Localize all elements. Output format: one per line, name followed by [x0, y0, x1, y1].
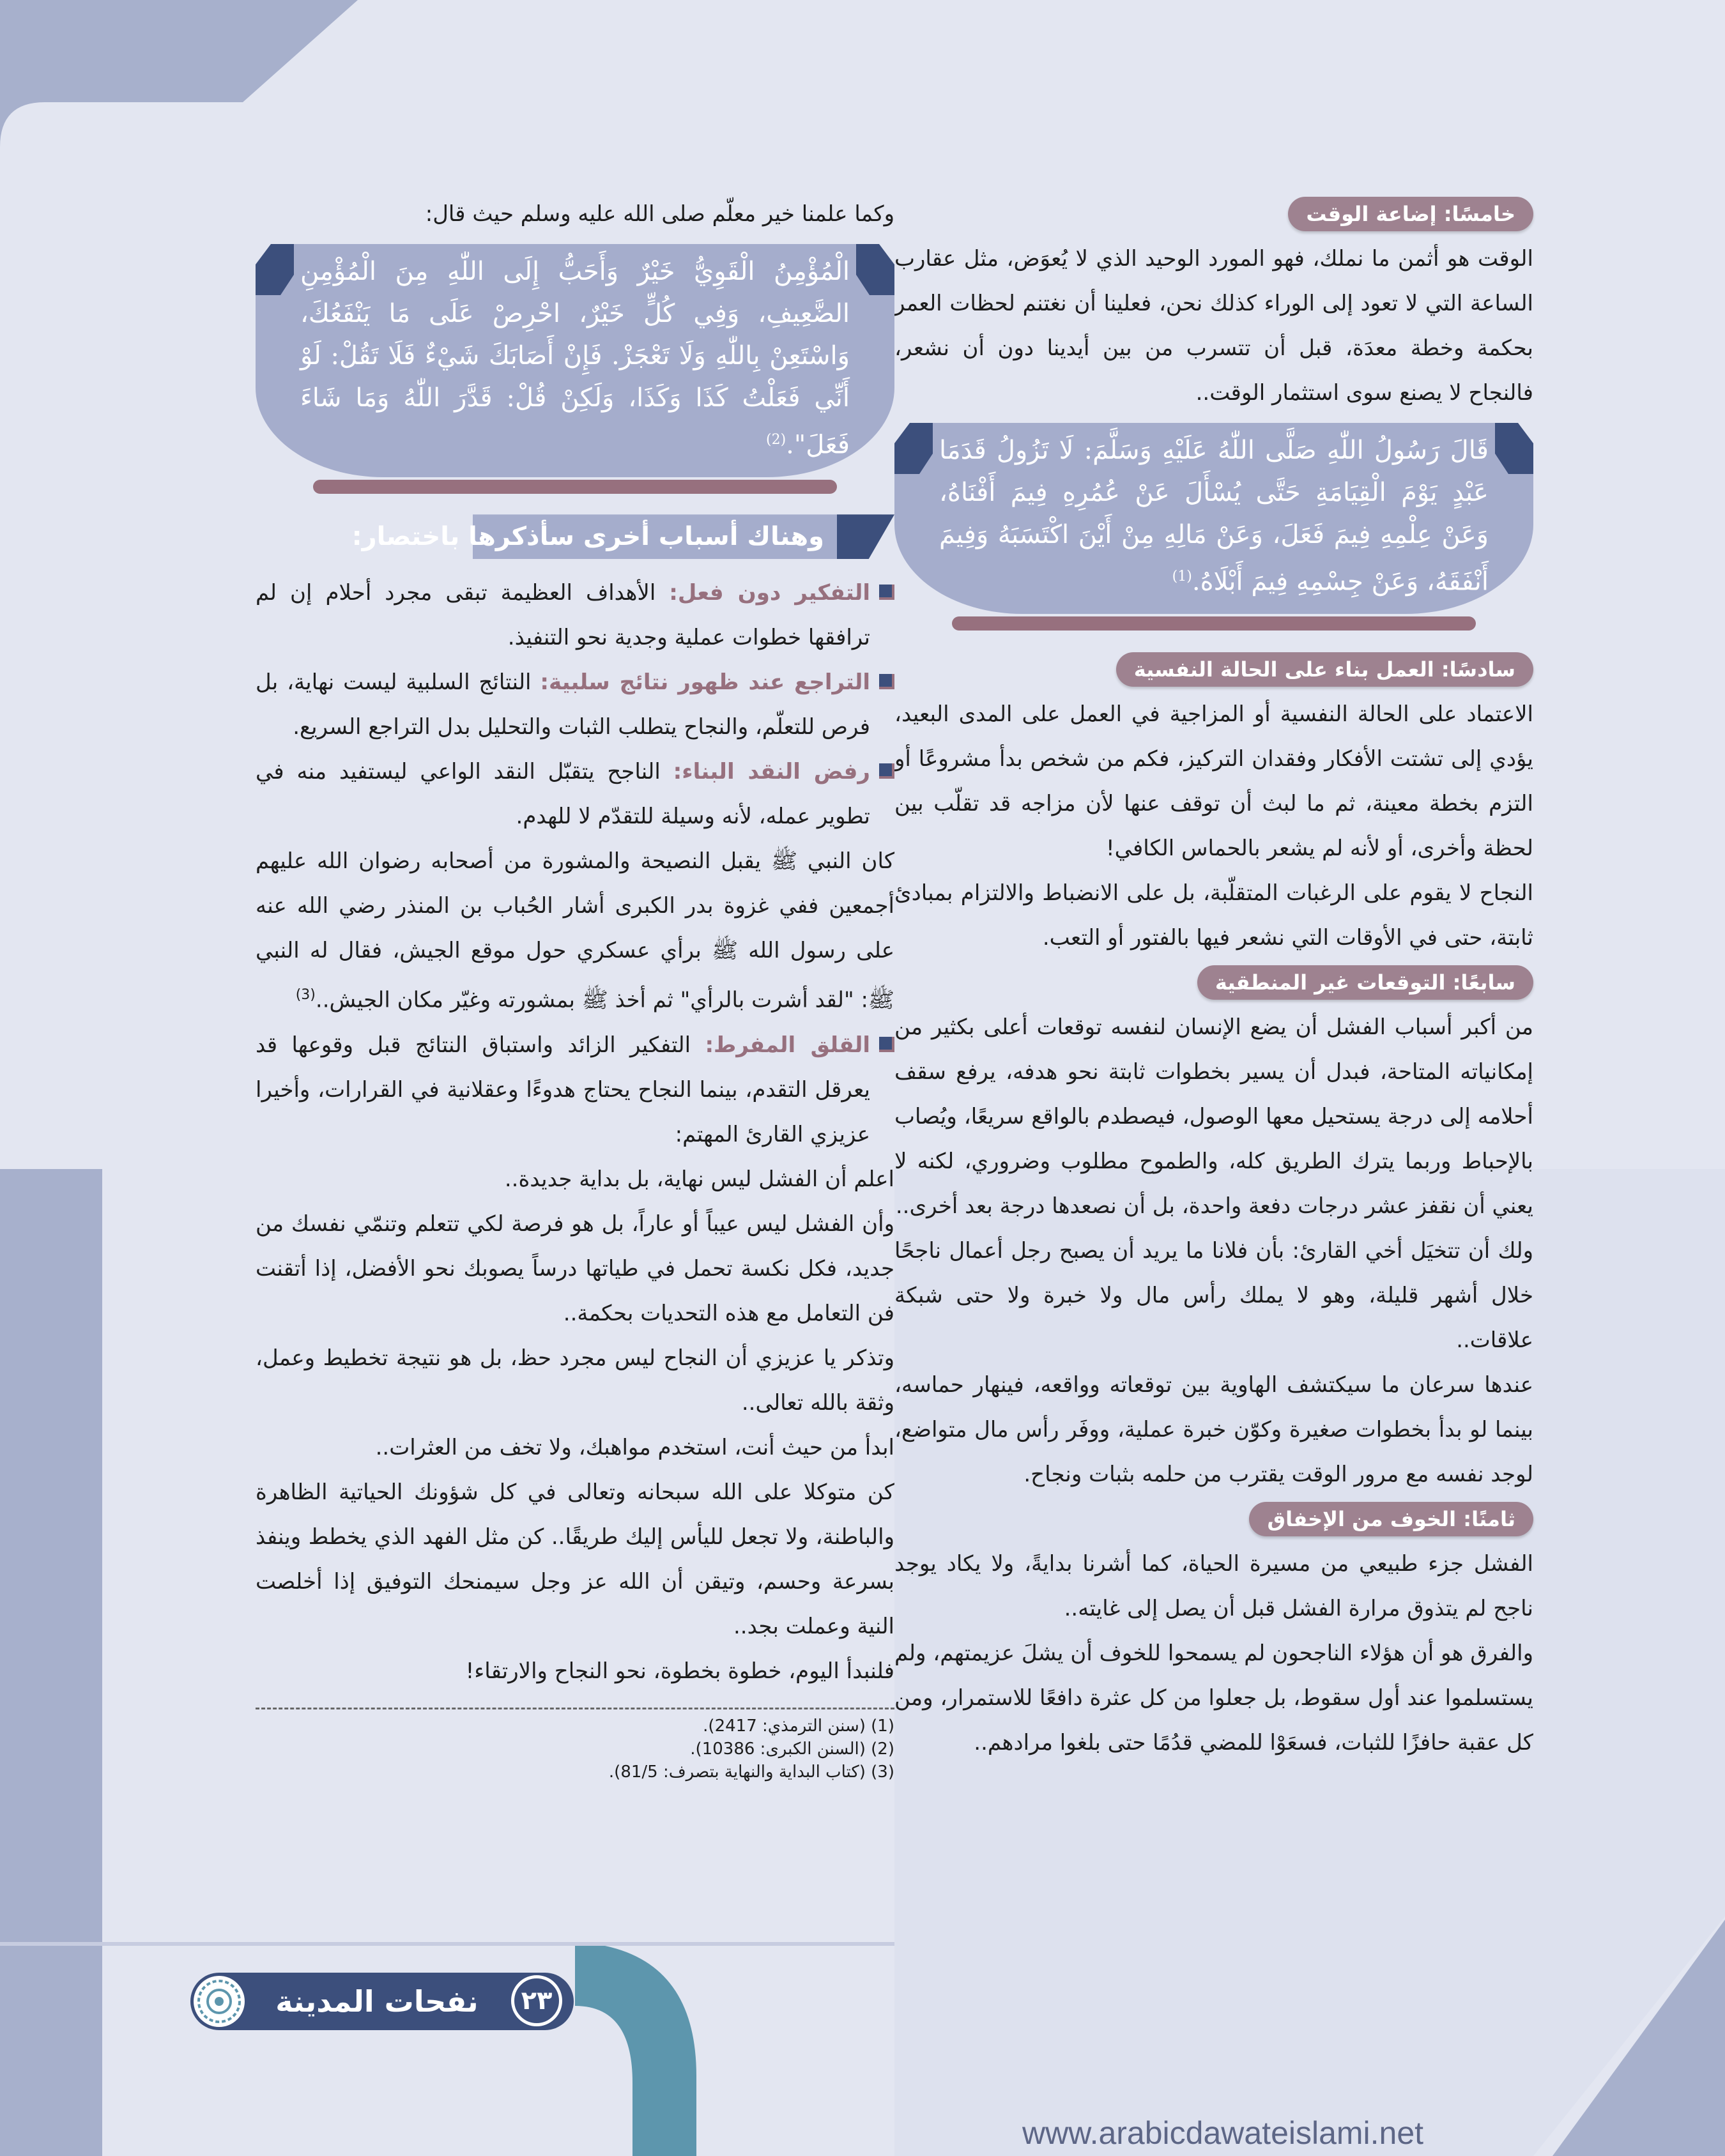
paragraph-fear-2: والفرق هو أن هؤلاء الناجحون لم يسمحوا للخوف أن يشلَ عزيمتهم، ولم يستسلموا عند أول سقوط، بل جعلوا من كل عثرة دافعًا للاستمرار، ومن كل عقبة حافزًا للثبات، فسعَوْا للمضي قدُمًا حتى بلغوا مرادهم.. [894, 1640, 1533, 1756]
closing-line-2: وأن الفشل ليس عيباً أو عاراً، بل هو فرصة لكي تتعلم وتنمّي نفسك من جديد، فكل نكسة تحمل في طياتها درساً يصوبك نحو الأفضل، إذا أتقنت فن التعامل مع هذه التحديات بحكمة.. [256, 1211, 894, 1326]
footnote-1: (1) (سنن الترمذي: 2417). [703, 1716, 894, 1736]
bullet-text: النتائج السلبية ليست نهاية، بل فرص للتعلّم، والنجاح يتطلب الثبات والتحليل بدل التراجع السريع. [256, 669, 870, 740]
paragraph-fear-1: الفشل جزء طبيعي من مسيرة الحياة، كما أشرنا بدايةً، ولا يكاد يوجد ناجح لم يتذوق مرارة الفشل قبل أن يصل إلى غايته.. [894, 1551, 1533, 1622]
heading-unrealistic-expectations: سابعًا: التوقعات غير المنطقية [1197, 965, 1533, 1000]
closing-line-1: اعلم أن الفشل ليس نهاية، بل بداية جديدة.. [504, 1166, 894, 1192]
paragraph-expectations-3: عندها سرعان ما سيكتشف الهاوية بين توقعاته وواقعه، فينهار حماسه، بينما لو بدأ بخطوات صغيرة وكوّن خبرة عملية، ووفَر رأس مال متواضع، لوجد نفسه مع مرور الوقت يقترب من حلمه بثبات ونجاح. [894, 1372, 1533, 1488]
bullet-rejecting-criticism [256, 749, 894, 839]
right-column [894, 192, 1533, 1765]
footnote-ref-1: (1) [1172, 569, 1192, 585]
heading-fear-of-failure: ثامنًا: الخوف من الإخفاق [1249, 1502, 1533, 1536]
bullet-square-icon [879, 1037, 894, 1052]
other-reasons-heading: وهناك أسباب أخرى سأذكرها باختصار: [351, 522, 824, 552]
bullet-term: رفض النقد البناء: [673, 759, 870, 785]
paragraph-wasting-time: الوقت هو أثمن ما نملك، فهو المورد الوحيد الذي لا يُعوَض، مثل عقارب الساعة التي لا تعود إلى الوراء كذلك نحن، فعلينا أن نغتنم لحظات العمر بحكمة وخطة معدَة، قبل أن تتسرب من بين أيدينا دون أن نشعر، فالنجاح لا يصنع سوى استثمار الوقت.. [894, 246, 1533, 406]
hadith-intro: وكما علمنا خير معلّم صلى الله عليه وسلم حيث قال: [425, 201, 894, 227]
banner-navy-tab [837, 514, 894, 559]
paragraph-psychological-2: النجاح لا يقوم على الرغبات المتقلّبة، بل على الانضباط والالتزام بمبادئ ثابتة، حتى في الأوقات التي نشعر فيها بالفتور أو التعب. [894, 880, 1533, 951]
other-reasons-banner [256, 510, 894, 562]
bullet-text: التفكير الزائد واستباق النتائج قبل وقوعها قد يعرقل التقدم، بينما النجاح يحتاج هدوءًا وعقلانية في القرارات، وأخيرا عزيزي القارئ المهتم: [256, 1032, 870, 1147]
paragraph-psychological-1: الاعتماد على الحالة النفسية أو المزاجية في العمل على المدى البعيد، يؤدي إلى تشتت الأفكار وفقدان التركيز، فكم من شخص بدأ مشروعًا أو التزم بخطة معينة، ثم ما لبث أن توقف عنها لأن مزاجه قد تقلّب بين لحظة وأخرى، أو لأنه لم يشعر بالحماس الكافي! [894, 701, 1533, 862]
bullet-term: التفكير دون فعل: [669, 580, 870, 606]
footnote-3: (3) (كتاب البداية والنهاية بتصرف: 81/5). [608, 1762, 894, 1782]
heading-psychological-state: سادسًا: العمل بناء على الحالة النفسية [1116, 652, 1533, 687]
left-column [256, 192, 894, 1784]
quote-corner-right [856, 244, 894, 295]
website-url[interactable]: www.arabicdawateislami.net [1022, 2115, 1424, 2151]
hadith-text-2: الْمُؤْمِنُ الْقَوِيُّ خَيْرٌ وَأَحَبُّ إِلَى اللّٰهِ مِنَ الْمُؤْمِنِ الضَّعِيفِ، وَفِي كُلٍّ خَيْرٌ، احْرِصْ عَلَى مَا يَنْفَعُكَ، وَاسْتَعِنْ بِاللّٰهِ وَلَا تَعْجَزْ. فَإِنْ أَصَابَكَ شَيْءٌ فَلَا تَقُلْ: لَوْ أَنِّي فَعَلْتُ كَذَا وَكَذَا، وَلَكِنْ قُلْ: قَدَّرَ اللّٰهُ وَمَا شَاءَ فَعَلَ". [300, 257, 850, 460]
page-number: ٢٣ [511, 1975, 562, 2026]
bullet-thinking-without-action [256, 570, 894, 660]
bullet-term: القلق المفرط: [705, 1032, 870, 1058]
closing-line-5: كن متوكلا على الله سبحانه وتعالى في كل شؤونك الحياتية الظاهرة والباطنة، ولا تجعل لليأس إليك طريقًا.. كن مثل الفهد الذي يخطط وينفذ بسرعة وحسم، وتيقن أن الله عز وجل سيمنحك التوفيق إذا أخلصت النية وعملت بجد.. [256, 1479, 894, 1639]
paragraph-expectations-2: ولك أن تتخيَل أخي القارئ: بأن فلانا ما يريد أن يصبح رجل أعمال ناجحًا خلال أشهر قليلة، وهو لا يملك رأس مال ولا خبرة ولا حتى شبكة علاقات.. [894, 1238, 1533, 1354]
bullet-text: الأهداف العظيمة تبقى مجرد أحلام إن لم ترافقها خطوات عملية وجدية نحو التنفيذ. [256, 580, 870, 651]
hadith-text-1: قَالَ رَسُولُ اللّٰهِ صَلَّى اللّٰهُ عَلَيْهِ وَسَلَّمَ: لَا تَزُولُ قَدَمَا عَبْدٍ يَوْمَ الْقِيَامَةِ حَتَّى يُسْأَلَ عَنْ عُمُرِهِ فِيمَ أَفْنَاهُ، وَعَنْ عِلْمِهِ فِيمَ فَعَلَ، وَعَنْ مَالِهِ مِنْ أَيْنَ اكْتَسَبَهُ وَفِيمَ أَنْفَقَهُ، وَعَنْ جِسْمِهِ فِيمَ أَبْلَاهُ. [939, 436, 1489, 597]
heading-wasting-time: خامسًا: إضاعة الوقت [1288, 197, 1533, 231]
footer-divider [0, 1942, 894, 1946]
quote-corner-right [1495, 423, 1533, 474]
bullet-square-icon [879, 674, 894, 689]
quote-corner-left [894, 423, 933, 474]
quote-underline-1 [952, 616, 1476, 631]
closing-line-4: ابدأ من حيث أنت، استخدم مواهبك، ولا تخف من العثرات.. [375, 1434, 894, 1460]
bullet-retreating [256, 660, 894, 749]
bullet-square-icon [879, 763, 894, 779]
closing-line-6: فلنبدأ اليوم، خطوة بخطوة، نحو النجاح والارتقاء! [465, 1658, 894, 1684]
bullet-text: الناجح يتقبّل النقد الواعي ليستفيد منه في تطوير عمله، لأنه وسيلة للتقدّم لا للهدم. [256, 759, 870, 830]
quote-underline-2 [313, 480, 837, 494]
closing-line-3: وتذكر يا عزيزي أن النجاح ليس مجرد حظ، بل هو نتيجة تخطيط وعمل، وثقة بالله تعالى.. [256, 1345, 894, 1416]
prophet-text: كان النبي ﷺ يقبل النصيحة والمشورة من أصحابه رضوان الله عليهم أجمعين ففي غزوة بدر الكبرى أشار الحُباب بن المنذر رضي الله عنه على رسول الله ﷺ برأي عسكري حول موقع الجيش، فقال له النبي ﷺ: "لقد أشرت بالرأي" ثم أخذ ﷺ بمشورته وغيّر مكان الجيش.. [256, 848, 894, 1013]
footnotes [256, 1708, 894, 1784]
bullet-excessive-worry [256, 1023, 894, 1157]
magazine-name: نفحات المدينة [275, 1984, 479, 2019]
footnote-2: (2) (السنن الكبرى: 10386). [690, 1739, 894, 1759]
hadith-box-1 [894, 423, 1533, 614]
prophet-consultation-paragraph [256, 839, 894, 1022]
bullet-term: التراجع عند ظهور نتائج سلبية: [540, 669, 870, 696]
footnote-ref-3: (3) [295, 987, 316, 1004]
footnote-ref-2: (2) [765, 432, 786, 448]
bullet-square-icon [879, 585, 894, 600]
paragraph-expectations-1: من أكبر أسباب الفشل أن يضع الإنسان لنفسه توقعات أعلى بكثير من إمكانياته المتاحة، فبدل أن يسير بخطوات ثابتة نحو هدفه، يرفع سقف أحلامه إلى درجة يستحيل معها الوصول، فيصطدم بالواقع سريعًا، ويُصاب بالإحباط وربما يترك الطريق كله، والطموح مطلوب وضروري، لكنه لا يعني أن نقفز عشر درجات دفعة واحدة، بل أن نصعدها درجة بعد أخرى.. [894, 1014, 1533, 1219]
hadith-box-2 [256, 244, 894, 477]
quote-corner-left [256, 244, 294, 295]
rosette-logo-icon [193, 1975, 245, 2028]
